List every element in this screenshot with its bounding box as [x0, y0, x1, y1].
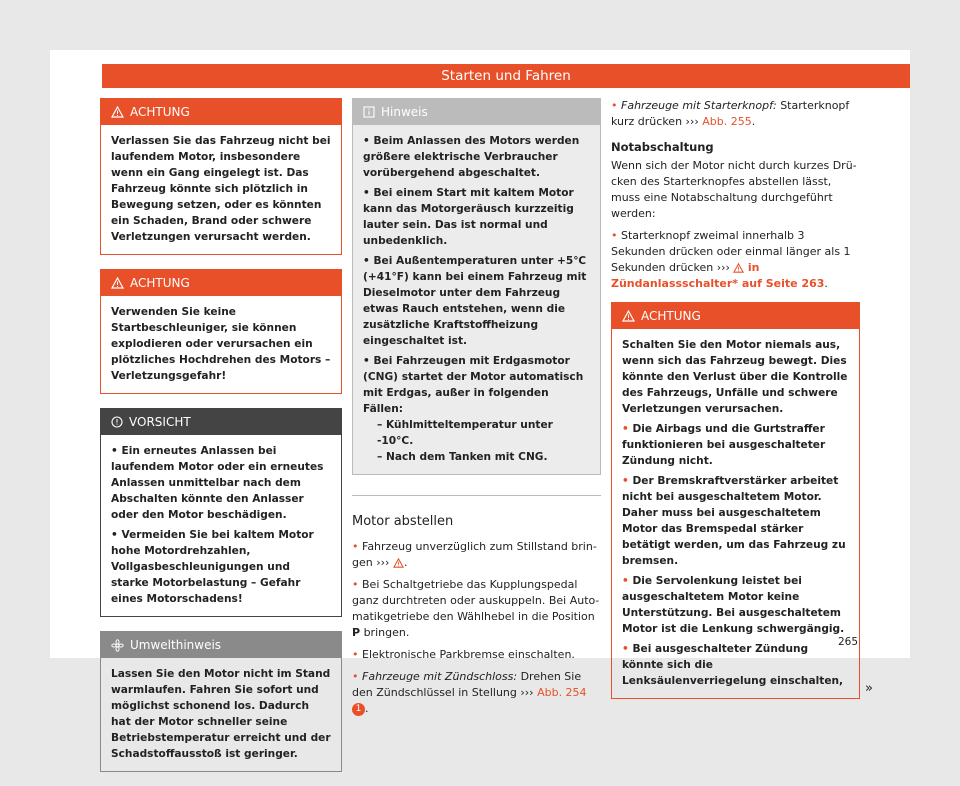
- note-body: [353, 125, 600, 474]
- warning-header: [101, 270, 341, 296]
- paragraph: • Fahrzeug unverzüglich zum Stillstand bringen ››› .: [352, 540, 597, 569]
- environment-box: [100, 631, 342, 772]
- warning-triangle-icon: [622, 310, 635, 322]
- warning-triangle-icon: [111, 106, 124, 118]
- paragraph: • Fahrzeuge mit Starterknopf: Starterknopf kurz drücken ››› Abb. 255.: [611, 99, 850, 128]
- warning-text: Schalten Sie den Motor niemals aus, wenn sich das Fahrzeug bewegt. Dies könnte den Verlust über die Kontrolle des Fahrzeugs, Unfälle und schwere Verletzungen verursachen.: [622, 339, 848, 415]
- list-item: • Bei Fahrzeugen mit Erdgasmotor (CNG) startet der Motor automatisch mit Erdgas, außer in folgenden Fällen:: [363, 355, 584, 415]
- figure-link[interactable]: Abb. 254: [537, 686, 587, 699]
- list-item: • Bei einem Start mit kaltem Motor kann das Motorgeräusch kurzzeitig lauter sein. Das ist normal und unbedenklich.: [363, 187, 574, 247]
- paragraph: • Starterknopf zweimal innerhalb 3 Sekunden drücken oder einmal länger als 1 Sekunden drücken ››› in Zündanlassschalter* auf Seite 263.: [611, 229, 851, 290]
- caution-label: VORSICHT: [129, 415, 191, 429]
- warning-body: [612, 329, 859, 698]
- list-item: • Bei Außentemperaturen unter +5℃ (+41°F) kann bei einem Fahrzeug mit Dieselmotor unter dem Fahrzeug etwas Rauch entstehen, wenn die zusätzliche Kraftstoffheizung eingeschaltet ist.: [363, 255, 587, 347]
- figure-link[interactable]: Abb. 255: [702, 115, 752, 128]
- warning-label: ACHTUNG: [130, 276, 190, 290]
- warning-header: [101, 99, 341, 125]
- caution-box: [100, 408, 342, 617]
- warning-triangle-icon: [111, 277, 124, 289]
- list-item: • Vermeiden Sie bei kaltem Motor hohe Motordrehzahlen, Vollgasbeschleunigungen und starke Motorbelastung – Gefahr eines Motorschadens!: [111, 529, 314, 605]
- manual-page: [50, 50, 910, 760]
- paragraph: • Bei Schaltgetriebe das Kupplungspedal ganz durchtreten oder auskuppeln. Bei Automatikgetriebe den Wählhebel in die Position P bringen.: [352, 578, 600, 639]
- page-number: 265: [837, 636, 858, 648]
- environment-text: Lassen Sie den Motor nicht im Stand warmlaufen. Fahren Sie sofort und möglichst schonend los. Dadurch hat der Motor schneller seine Betriebstemperatur erreicht und der Schadstoffausstoß ist geringer.: [111, 668, 331, 760]
- section-heading: Motor abstellen: [352, 495, 601, 529]
- list-item: • Die Airbags und die Gurtstraffer funktionieren bei ausgeschalteter Zündung nicht.: [622, 423, 826, 467]
- warning-text: Verlassen Sie das Fahrzeug nicht bei laufendem Motor, insbesondere wenn ein Gang eingelegt ist. Das Fahrzeug könnte sich plötzlich in Bewegung setzen, oder es könnten ein Schaden, Brand oder schwere Verletzungen verursacht werden.: [111, 135, 331, 243]
- sub-list-item: – Nach dem Tanken mit CNG.: [377, 451, 548, 463]
- paragraph: • Elektronische Parkbremse einschalten.: [352, 648, 575, 661]
- note-box: [352, 98, 601, 475]
- warning-label: ACHTUNG: [130, 105, 190, 119]
- page-header: Starten und Fahren: [102, 64, 910, 88]
- sub-list-item: – Kühlmitteltemperatur unter -10°C.: [377, 419, 553, 447]
- list-item: • Bei ausgeschalteter Zündung könnte sich die Lenksäulenverriegelung einschalten,: [622, 643, 844, 687]
- column-2: [352, 98, 601, 723]
- list-item: • Beim Anlassen des Motors werden größere elektrische Verbraucher vorübergehend abgeschaltet.: [363, 135, 580, 179]
- flower-icon: [111, 639, 124, 652]
- column-3: [611, 98, 873, 713]
- paragraph: Wenn sich der Motor nicht durch kurzes Drücken des Starterknopfes abstellen lässt, muss eine Notabschaltung durchgeführt werden:: [611, 159, 857, 220]
- paragraph: • Fahrzeuge mit Zündschloss: Drehen Sie den Zündschlüssel in Stellung ››› Abb. 254 1 .: [352, 670, 587, 715]
- warning-triangle-icon[interactable]: [733, 263, 744, 273]
- warning-box-3: [611, 302, 873, 699]
- warning-text: Verwenden Sie keine Startbeschleuniger, sie können explodieren oder verursachen ein plötzliches Hochdrehen des Motors – Verletzungsgefahr!: [111, 306, 331, 382]
- warning-triangle-icon[interactable]: [393, 558, 404, 568]
- environment-label: Umwelthinweis: [130, 638, 222, 652]
- warning-label: ACHTUNG: [641, 309, 701, 323]
- callout-number: 1: [352, 703, 365, 716]
- info-square-icon: [363, 106, 375, 118]
- subheading: Notabschaltung: [611, 140, 714, 154]
- warning-header: [612, 303, 859, 329]
- note-header: [353, 99, 600, 125]
- note-label: Hinweis: [381, 105, 428, 119]
- warning-box-2: [100, 269, 342, 394]
- column-1: [100, 98, 342, 786]
- info-circle-icon: [111, 416, 123, 428]
- continued-marker: »: [865, 681, 873, 696]
- list-item: • Ein erneutes Anlassen bei laufendem Motor oder ein erneutes Anlassen unmittelbar nach dem Abschalten könnte den Anlasser oder den Motor beschädigen.: [111, 445, 324, 521]
- list-item: • Die Servolenkung leistet bei ausgeschaltetem Motor keine Unterstützung. Bei ausgeschaltetem Motor ist die Lenkung schwergängig.: [622, 575, 845, 635]
- caution-body: [101, 435, 341, 616]
- environment-header: [101, 632, 341, 658]
- list-item: • Der Bremskraftverstärker arbeitet nicht bei ausgeschaltetem Motor. Daher muss bei ausgeschaltetem Motor das Bremspedal stärker betätigt werden, um das Fahrzeug zu bremsen.: [622, 475, 846, 567]
- caution-header: [101, 409, 341, 435]
- warning-box-1: [100, 98, 342, 255]
- page-link[interactable]: in Zündanlassschalter* auf Seite 263: [611, 261, 825, 290]
